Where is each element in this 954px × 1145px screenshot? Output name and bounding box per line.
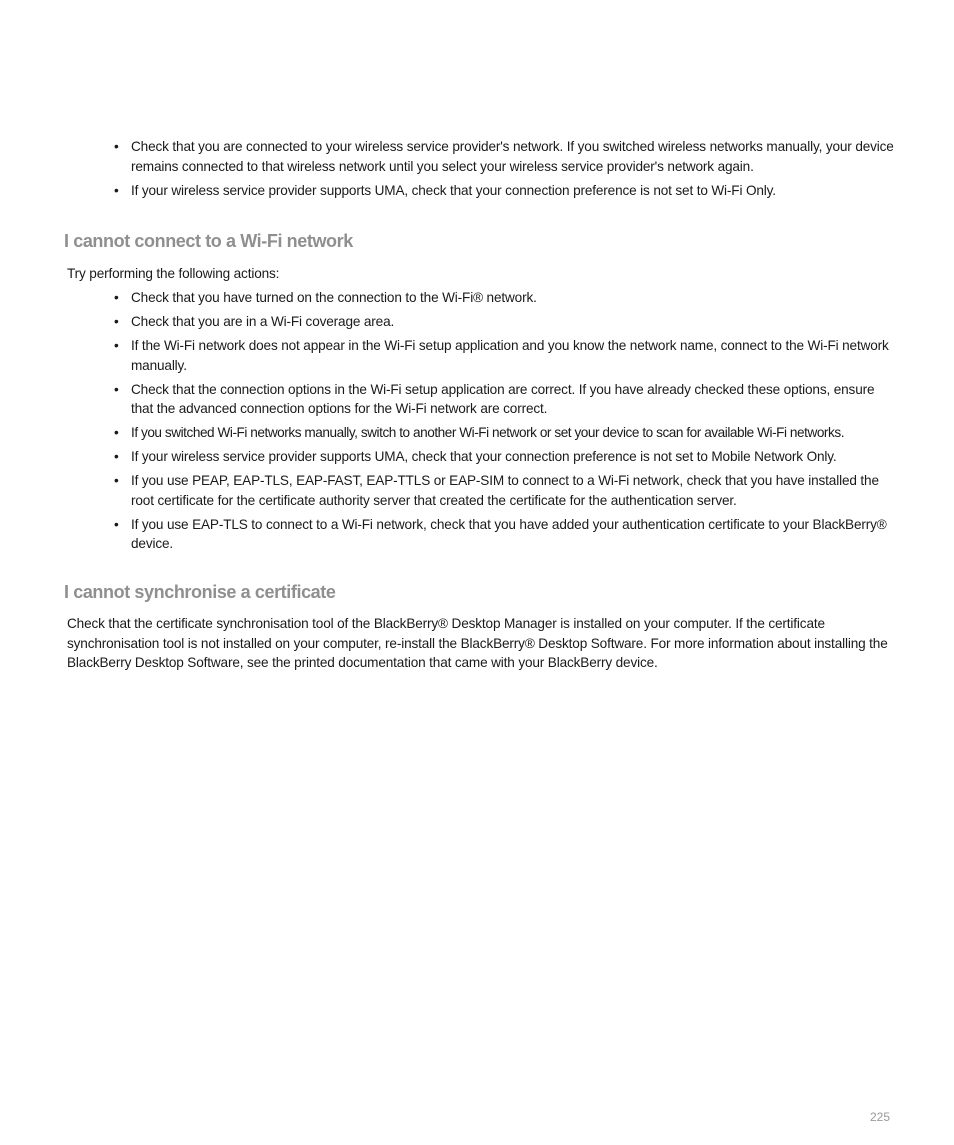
top-bullet-list (114, 137, 894, 205)
wifi-bullet-list (114, 288, 899, 558)
list-item: • If you use EAP-TLS to connect to a Wi-Fi network, check that you have added your authentication certificate to your BlackBerry® device. (114, 515, 899, 554)
list-item: • If the Wi-Fi network does not appear in the Wi-Fi setup application and you know the network name, connect to the Wi-Fi network manually. (114, 336, 899, 375)
section-heading-wifi: I cannot connect to a Wi-Fi network (64, 231, 353, 251)
list-item: • If your wireless service provider supports UMA, check that your connection preference is not set to Mobile Network Only. (114, 447, 899, 467)
list-item: • If you switched Wi-Fi networks manually, switch to another Wi-Fi network or set your device to scan for available Wi-Fi networks. (114, 423, 899, 443)
wifi-intro-text: Try performing the following actions: (67, 266, 280, 281)
list-item: • Check that you are in a Wi-Fi coverage area. (114, 312, 899, 332)
list-item: • If you use PEAP, EAP-TLS, EAP-FAST, EAP-TTLS or EAP-SIM to connect to a Wi-Fi network, check that you have installed the root certificate for the certificate authority server that created the certificate for the authentication server. (114, 471, 899, 510)
section-heading-certificate: I cannot synchronise a certificate (64, 582, 336, 602)
list-item: • If your wireless service provider supports UMA, check that your connection preference is not set to Wi-Fi Only. (114, 181, 894, 201)
list-item: • Check that you are connected to your wireless service provider's network. If you switched wireless networks manually, your device remains connected to that wireless network until you select your wireless service provider's network again. (114, 137, 894, 176)
list-item: • Check that the connection options in the Wi-Fi setup application are correct. If you have already checked these options, ensure that the advanced connection options for the Wi-Fi network are correct. (114, 380, 899, 419)
certificate-paragraph: Check that the certificate synchronisation tool of the BlackBerry® Desktop Manager is installed on your computer. If the certificate synchronisation tool is not installed on your computer, re-install the BlackBerry® Desktop Software. For more information about installing the BlackBerry Desktop Software, see the printed documentation that came with your BlackBerry device. (67, 616, 888, 671)
page-number: 225 (869, 1110, 890, 1124)
list-item: • Check that you have turned on the connection to the Wi-Fi® network. (114, 288, 899, 308)
